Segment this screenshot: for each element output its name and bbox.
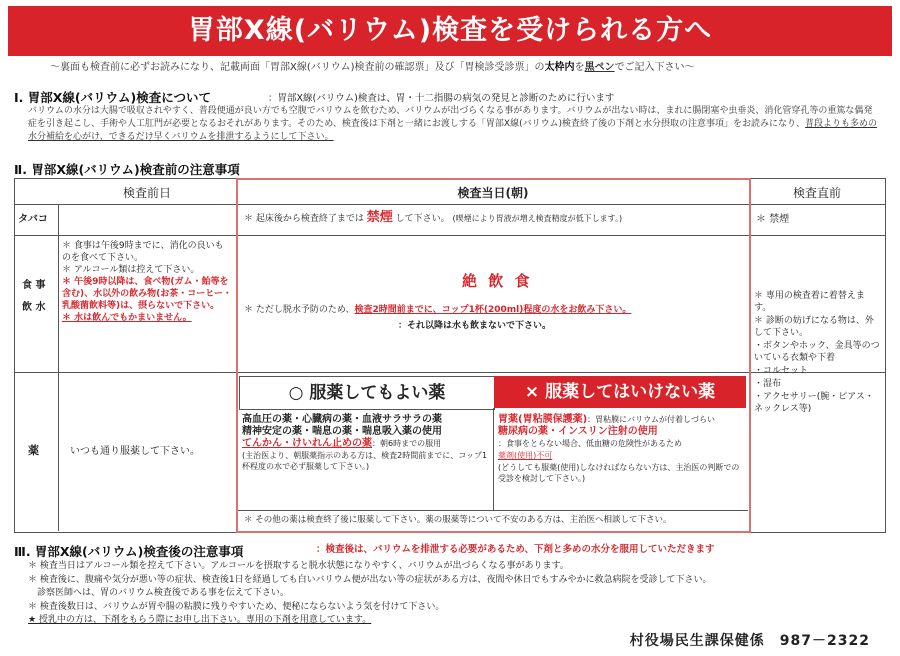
section-1-body: バリウムの水分は大腸で吸収されやすく、普段便通が良い方でも空腹でバリウムを飲むため、バリウムが出づらくなる事があります。バリウムが出ない時は、まれに腸閉塞や虫垂炎、消化管穿孔等の重篤な偶発症を引き起こし、手術や人工肛門が必要となるおそれがあります。そのため、検査後は下剤と一緒にお渡しする「胃部X線(バリウム)検査終了後の下剤と水分摂取の注意事項」をお読みになり、普段よりも多めの水分補給を心がけ、できるだけ早くバリウムを排泄するようにして下さい。 bbox=[28, 106, 878, 142]
section-3-title: Ⅲ. 胃部X線(バリウム)検査後の注意事項 bbox=[14, 544, 244, 559]
ng-medicine-heading: × 服薬してはいけない薬 bbox=[494, 376, 746, 408]
contact-footer: 村役場民生課保健係 987－2322 bbox=[629, 633, 870, 649]
header-just-before: 検査直前 bbox=[792, 186, 841, 200]
tobacco-day-text: ＊ 起床後から検査終了までは 禁煙 して下さい。 (喫煙により胃液が増え検査精度が低下します。) bbox=[244, 210, 623, 225]
header-before: 検査前日 bbox=[122, 186, 171, 200]
meal-day-text: ＊ ただし脱水予防のため、検査2時間前までに、コップ1杯(200ml)程度の水をお飲み下さい。 bbox=[244, 305, 632, 315]
row-label-meal: 食 事 bbox=[22, 280, 46, 291]
section-1-title: Ⅰ. 胃部X線(バリウム)検査について bbox=[14, 90, 211, 105]
ng-medicine-list: 胃薬(胃粘膜保護薬)：胃粘膜にバリウムが付着しづらい 糖尿病の薬・インスリン注射の使用 ：食事をとらない場合、低血糖の危険性があるため 薬剤(使用)不可 (どうしても服薬(使用)しなければならない方は、主治医の判断での受診を検討して下さい。) bbox=[498, 414, 740, 483]
section-1-lead: ：胃部X線(バリウム)検査は、胃・十二指腸の病気の発見と診断のために行います bbox=[268, 93, 615, 104]
meal-day-text-2: ：それ以降は水も飲まないで下さい。 bbox=[398, 321, 552, 331]
meal-just-list: ＊ 専用の検査着に着替えます。 ＊ 診断の妨げになる物は、外して下さい。 ・ボタンやホック、金具等のついている衣類や下着 ・コルセット ・湿布 ・アクセサリー(腕・ピアス・ネックレス等) bbox=[754, 291, 880, 414]
medicine-before-text: いつも通り服薬して下さい。 bbox=[70, 446, 200, 457]
filling-instruction: ～裏面も検査前に必ずお読みになり、記載両面「胃部X線(バリウム)検査前の確認票」及び「胃検診受診票」の太枠内を黒ペンでご記入下さい～ bbox=[50, 62, 695, 73]
row-label-tobacco: タバコ bbox=[18, 214, 48, 225]
fasting-heading: 絶 飲 食 bbox=[462, 272, 533, 290]
row-label-drink: 飲 水 bbox=[22, 302, 46, 313]
page-banner-title: 胃部X線(バリウム)検査を受けられる方へ bbox=[8, 6, 892, 56]
other-medicine-note: ＊ その他の薬は検査終了後に服薬して下さい。薬の服薬等について不安のある方は、主治医へ相談して下さい。 bbox=[244, 515, 672, 525]
row-label-medicine: 薬 bbox=[28, 444, 39, 457]
tobacco-just-text: ＊ 禁煙 bbox=[756, 214, 790, 225]
ok-medicine-heading: ○ 服薬してもよい薬 bbox=[239, 376, 495, 410]
meal-before-list: ＊ 食事は午後9時までに、消化の良いものを食べて下さい。 ＊ アルコール類は控えて下さい。 ＊ 午後9時以降は、食べ物(ガム・飴等を含む)、水以外の飲み物(お茶・コーヒー・乳酸菌飲料等)は、摂らないで下さい。 ＊ 水は飲んでもかまいません。 bbox=[62, 241, 232, 323]
section-3-list: ＊ 検査当日はアルコール類を控えて下さい。アルコールを摂取すると脱水状態になりやすく、バリウムが出づらくなる事があります。 ＊ 検査後に、腹痛や気分が悪い等の症状、検査後1日を経過しても白いバリウム便が出ない等の症状がある方は、夜間や休日でもすみやかに救急病院を受診して下さい。 診察医師へは、胃のバリウム検査後である事を伝えて下さい。 ＊ 検査後数日は、バリウムが胃や腸の粘膜に残りやすいため、便秘にならないよう気を付けて下さい。 ★ 授乳中の方は、下剤をもらう際にお申し出下さい。専用の下剤を用意しています。 bbox=[28, 561, 712, 625]
ok-medicine-list: 高血圧の薬・心臓病の薬・血液サラサラの薬 精神安定の薬・喘息の薬・喘息吸入薬の使用 てんかん・けいれん止めの薬：朝6時までの服用 (主治医より、朝服薬指示のある方は、検査2時間前までに、コップ1杯程度の水で必ず服薬して下さい。) bbox=[242, 414, 488, 471]
section-3-lead: ：検査後は、バリウムを排泄する必要があるため、下剤と多めの水分を服用していただきます bbox=[316, 544, 715, 555]
section-2-title: Ⅱ. 胃部X線(バリウム)検査前の注意事項 bbox=[14, 162, 240, 177]
header-day: 検査当日(朝) bbox=[457, 186, 529, 200]
